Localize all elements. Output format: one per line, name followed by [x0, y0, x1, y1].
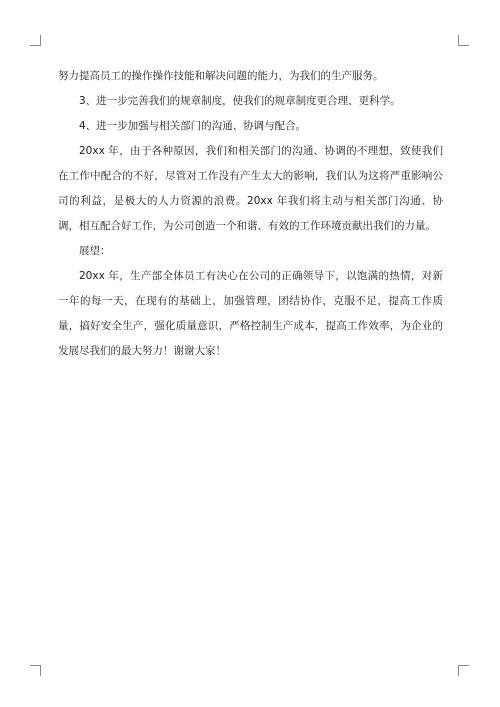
paragraph-coordination: 20xx 年，由于各种原因，我们和相关部门的沟通、协调的不理想，致使我们在工作中配合的不好，尽管对工作没有产生太大的影响，我们认为这将严重影响公司的利益，是极大的人力资源的浪费。20xx 年我们将主动与相关部门沟通、协调，相互配合好工作，为公司创造一个和谐、有效的工作环境贡献出我们的力量。 — [58, 145, 443, 232]
paragraph-outlook: 20xx 年，生产部全体员工有决心在公司的正确领导下，以饱满的热情，对新一年的每一天，在现有的基础上，加强管理，团结协作，克服不足，提高工作质量，搞好安全生产，强化质量意识，严格控制生产成本，提高工作效率，为企业的发展尽我们的最大努力！谢谢大家！ — [58, 270, 443, 357]
crop-mark-top-left — [30, 35, 41, 46]
paragraph-item-4: 4、进一步加强与相关部门的沟通、协调与配合。 — [79, 120, 307, 132]
paragraph-outlook-heading: 展望： — [79, 245, 111, 257]
crop-mark-bottom-right — [458, 665, 469, 676]
body-text — [58, 64, 443, 364]
crop-mark-top-right — [458, 35, 469, 46]
paragraph-item-3: 3、进一步完善我们的规章制度，使我们的规章制度更合理、更科学。 — [79, 95, 401, 107]
crop-mark-bottom-left — [30, 665, 41, 676]
paragraph-continuation: 努力提高员工的操作操作技能和解决问题的能力，为我们的生产服务。 — [58, 70, 384, 82]
